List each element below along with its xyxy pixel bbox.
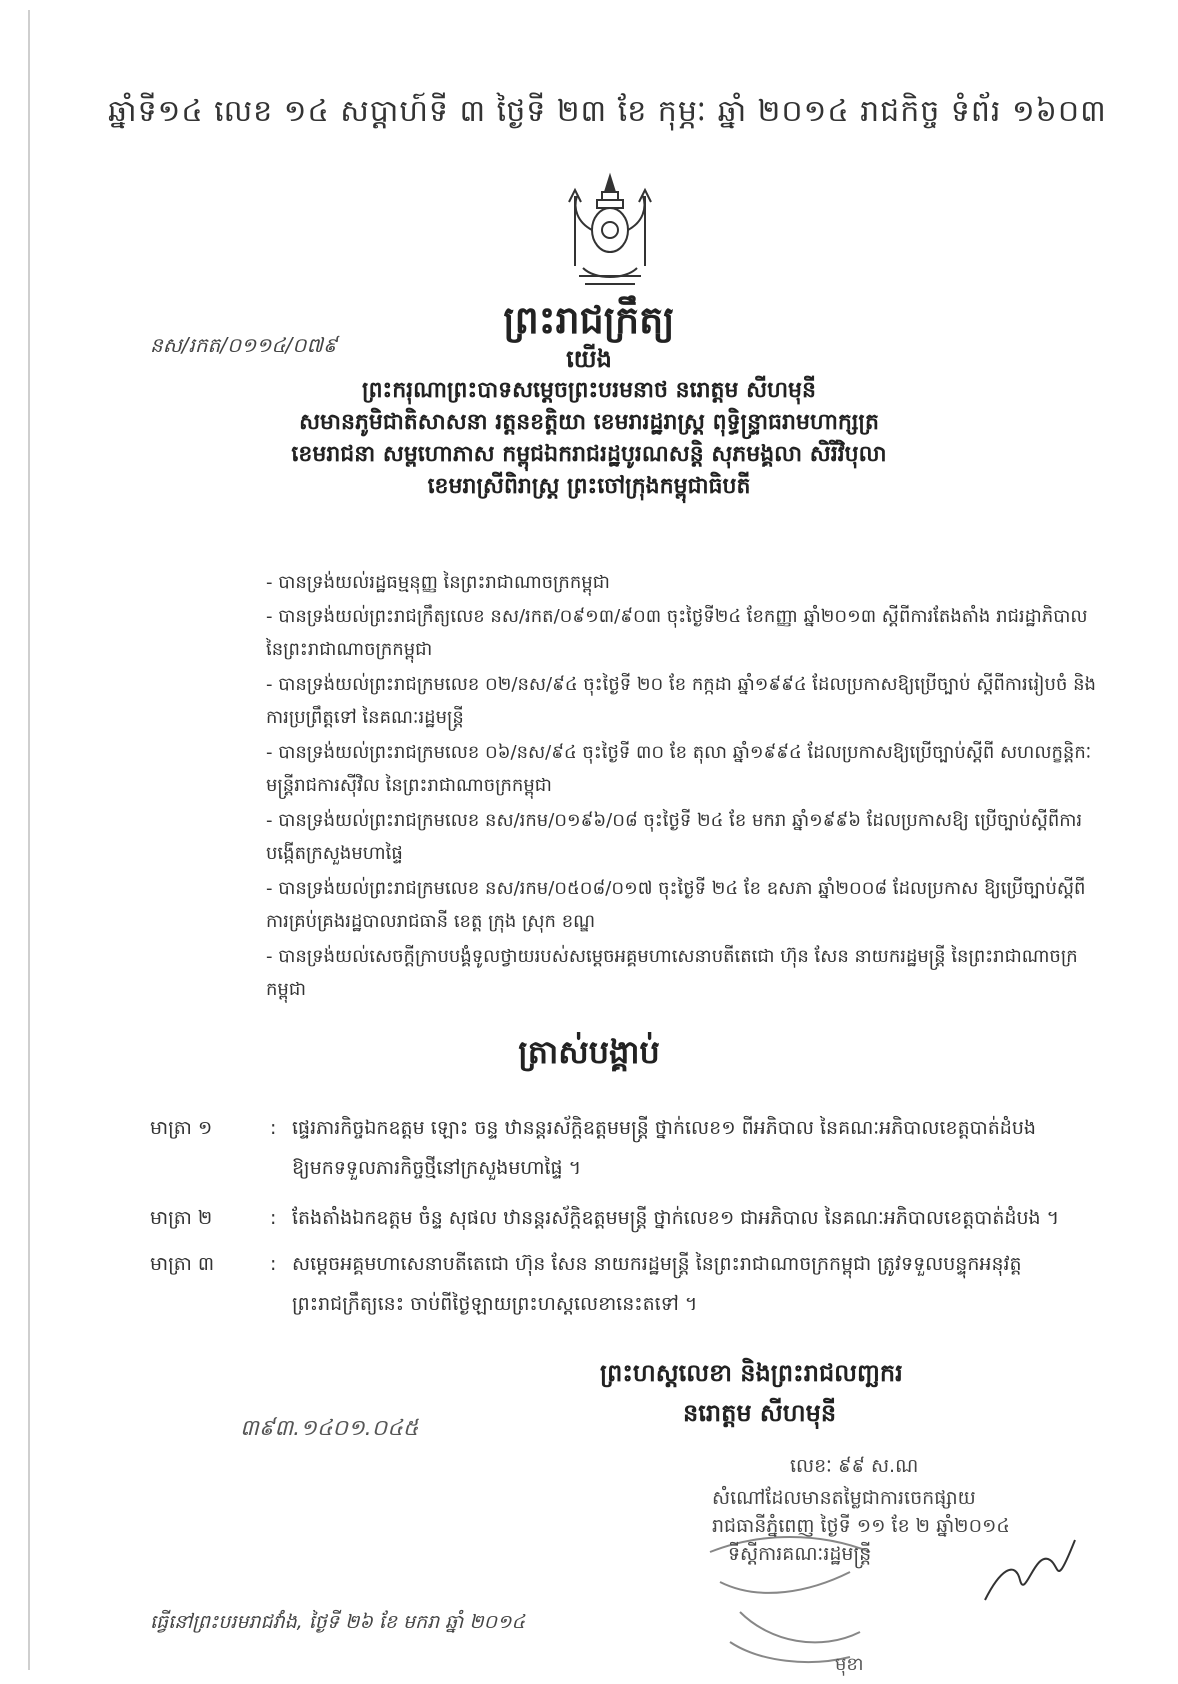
citation-item: - បានទ្រង់យល់សេចក្តីក្រាបបង្គំទូលថ្វាយរបស់សម្តេចអគ្គមហាសេនាបតីតេជោ ហ៊ុន សែន នាយករដ្ឋមន្ត្រី នៃព្រះរាជាណាចក្រកម្ពុជា	[266, 946, 1078, 1000]
citation-item: - បានទ្រង់យល់ព្រះរាជក្រមលេខ នស/រកម/០១៩៦/០៨ ចុះថ្ងៃទី ២៤ ខែ មករា ឆ្នាំ១៩៩៦ ដែលប្រកាសឱ្យ ប្រើច្បាប់ស្តីពីការបង្កើតក្រសួងមហាផ្ទៃ	[266, 810, 1083, 864]
document-title: ព្រះរាជក្រឹត្យ	[503, 298, 675, 342]
gazette-header: ឆ្នាំទី១៤ លេខ ១៤ សប្តាហ៍ទី ៣ ថ្ងៃទី ២៣ ខែ កុម្ភៈ ឆ្នាំ ២០១៤ រាជកិច្ច ទំព័រ ១៦០៣	[108, 94, 1107, 129]
signatory-name: នរោត្តម សីហមុនី	[683, 1399, 837, 1427]
stamp-number: លេខៈ ៩៩ ស.ណ	[790, 1455, 919, 1477]
article-1	[150, 1108, 1100, 1188]
article-text: សម្តេចអគ្គមហាសេនាបតីតេជោ ហ៊ុន សែន នាយករដ្ឋមន្ត្រី នៃព្រះរាជាណាចក្រកម្ពុជា ត្រូវទទួលបន្ទុកអនុវត្ត	[292, 1253, 1022, 1275]
article-label: មាត្រា ១	[150, 1117, 213, 1139]
article-text: តែងតាំងឯកឧត្តម ចំន្ទ សុផល ឋានន្តរស័ក្តិឧត្តមមន្ត្រី ថ្នាក់លេខ១ ជាអភិបាល នៃគណៈអភិបាលខេត្តបាត់ដំបង ។	[292, 1207, 1060, 1229]
stamp-office: ទីស្តីការគណៈរដ្ឋមន្ត្រី	[728, 1543, 872, 1565]
royal-title-line: សមានភូមិជាតិសាសនា រត្តនខត្តិយា ខេមរារដ្ឋរាស្ត្រ ពុទ្ធិន្ទ្រាធរាមហាក្សត្រ	[299, 410, 879, 435]
stamp-date: រាជធានីភ្នំពេញ ថ្ងៃទី ១១ ខែ ២ ឆ្នាំ២០១៤	[712, 1515, 1010, 1537]
article-colon: :	[270, 1117, 277, 1139]
stamp-text: សំណៅដែលមានតម្លៃជាការចេកផ្សាយ	[712, 1487, 976, 1509]
stamp-footer: មុខា	[835, 1654, 864, 1675]
citation-item: - បានទ្រង់យល់រដ្ឋធម្មនុញ្ញ នៃព្រះរាជាណាចក្រកម្ពុជា	[266, 572, 610, 593]
royal-title-line: ខេមរាស្រីពិរាស្ត្រ ព្រះចៅក្រុងកម្ពុជាធិបតី	[427, 474, 751, 499]
royal-title-line: ព្រះករុណាព្រះបាទសម្តេចព្រះបរមនាថ នរោត្តម សីហមុនី	[362, 378, 816, 403]
royal-coat-of-arms-icon	[555, 172, 665, 290]
article-3	[150, 1244, 1100, 1324]
citation-item: - បានទ្រង់យល់ព្រះរាជក្រមលេខ ០៦/នស/៩៤ ចុះថ្ងៃទី ៣០ ខែ តុលា ឆ្នាំ១៩៩៤ ដែលប្រកាសឱ្យប្រើច្បាប់ស្តីពី សហលក្ខន្តិកៈមន្ត្រីរាជការស៊ីវិល នៃព្រះរាជាណាចក្រកម្ពុជា	[266, 742, 1092, 796]
we-heading: យើង	[566, 345, 612, 373]
citation-item: - បានទ្រង់យល់ព្រះរាជក្រមលេខ ០២/នស/៩៤ ចុះថ្ងៃទី ២០ ខែ កក្កដា ឆ្នាំ១៩៩៤ ដែលប្រកាសឱ្យប្រើច្បាប់ ស្តីពីការរៀបចំ និងការប្រព្រឹត្តទៅ នៃគណៈរដ្ឋមន្ត្រី	[266, 674, 1096, 728]
citation-item: - បានទ្រង់យល់ព្រះរាជក្រឹត្យលេខ នស/រកត/០៩១៣/៩០៣ ចុះថ្ងៃទី២៤ ខែកញ្ញា ឆ្នាំ២០១៣ ស្តីពីការតែងតាំង រាជរដ្ឋាភិបាល នៃព្រះរាជាណាចក្រកម្ពុជា	[266, 606, 1088, 660]
seal-stamp-icon	[700, 1522, 880, 1672]
article-text: ផ្ទេរភារកិច្ចឯកឧត្តម ឡោះ ចន្ទ ឋានន្តរស័ក្តិឧត្តមមន្ត្រី ថ្នាក់លេខ១ ពីអភិបាល នៃគណៈអភិបាលខេត្តបាត់ដំបង	[292, 1117, 1036, 1139]
article-text-continued: ឱ្យមកទទួលភារកិច្ចថ្មីនៅក្រសួងមហាផ្ទៃ ។	[292, 1157, 582, 1179]
handwritten-number: ៣៩៣.១៤០១.០៤៥	[240, 1416, 419, 1441]
scan-edge-line	[28, 10, 30, 1670]
article-label: មាត្រា ៣	[150, 1253, 215, 1275]
decree-heading: ត្រាស់បង្គាប់	[518, 1033, 660, 1071]
handwritten-signature-icon	[980, 1530, 1080, 1620]
dated-line: ធ្វើនៅព្រះបរមរាជវាំង, ថ្ងៃទី ២៦ ខែ មករា ឆ្នាំ ២០១៤	[150, 1611, 525, 1633]
article-colon: :	[270, 1207, 277, 1229]
article-2	[150, 1198, 1100, 1238]
article-text-continued: ព្រះរាជក្រឹត្យនេះ ចាប់ពីថ្ងៃឡាយព្រះហស្តលេខានេះតទៅ ។	[292, 1293, 698, 1315]
article-label: មាត្រា ២	[150, 1207, 213, 1229]
reference-number: នស/រកត/០១១៤/០៧៩	[150, 333, 338, 357]
royal-title-line: ខេមរាជនា សម្ពហោភាស កម្ពុជឯករាជរដ្ឋបូរណសន្តិ សុភមង្គលា សិរីវិបុលា	[291, 442, 887, 467]
article-colon: :	[270, 1253, 277, 1275]
citation-item: - បានទ្រង់យល់ព្រះរាជក្រមលេខ នស/រកម/០៥០៨/០១៧ ចុះថ្ងៃទី ២៤ ខែ ឧសភា ឆ្នាំ២០០៨ ដែលប្រកាស ឱ្យប្រើច្បាប់ស្តីពីការគ្រប់គ្រងរដ្ឋបាលរាជធានី ខេត្ត ក្រុង ស្រុក ខណ្ឌ	[266, 878, 1086, 932]
signature-title: ព្រះហស្តលេខា និងព្រះរាជលញ្ឆករ	[600, 1359, 903, 1387]
